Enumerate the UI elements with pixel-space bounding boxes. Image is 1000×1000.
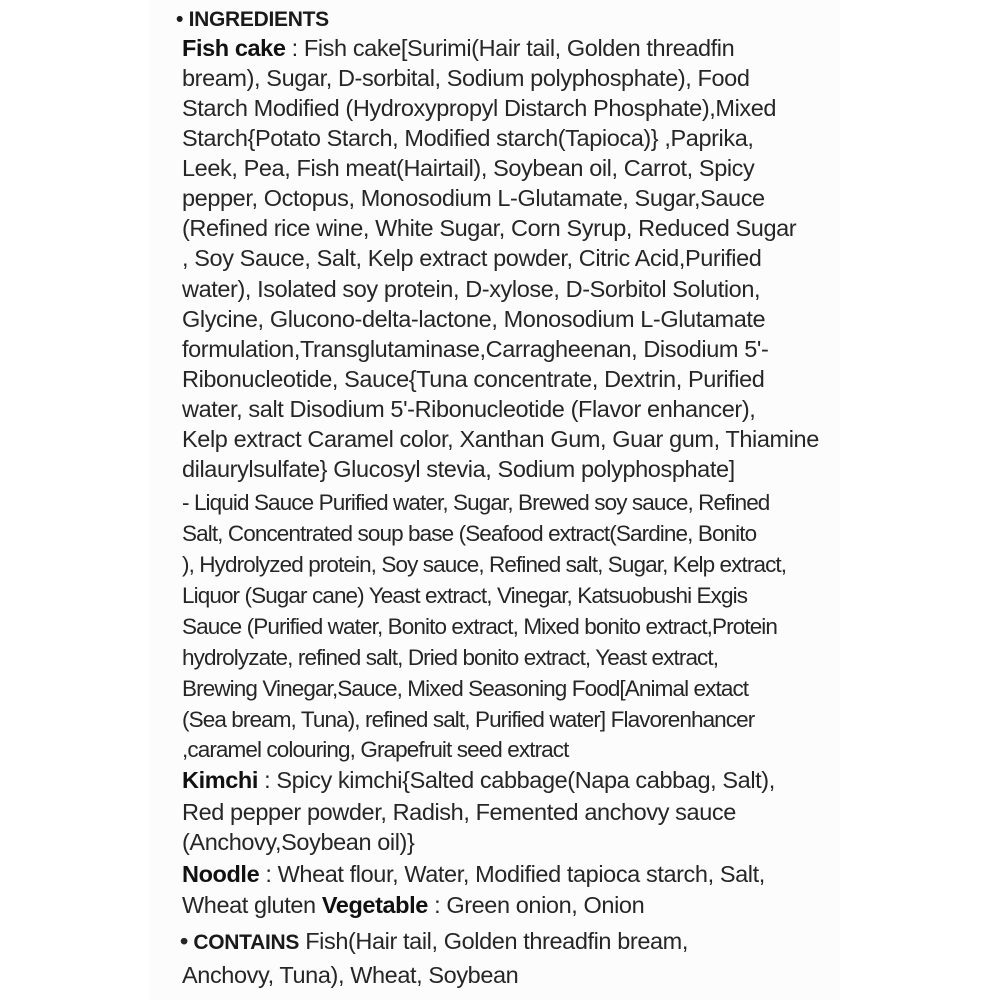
fish-cake-line-14: Kelp extract Caramel color, Xanthan Gum, Guar gum, Thiamine (182, 426, 819, 452)
contains-line-2: Anchovy, Tuna), Wheat, Soybean (182, 962, 519, 988)
fish-cake-line-6: pepper, Octopus, Monosodium L-Glutamate, Sugar,Sauce (182, 185, 765, 211)
fish-cake-line-15: dilaurylsulfate} Glucosyl stevia, Sodium polyphosphate] (182, 456, 735, 482)
liquid-sauce-line-3: ), Hydrolyzed protein, Soy sauce, Refined salt, Sugar, Kelp extract, (182, 552, 787, 577)
noodle-line-2 (182, 890, 644, 920)
contains-bullet: • (180, 928, 188, 954)
fish-cake-line-3: Starch Modified (Hydroxypropyl Distarch Phosphate),Mixed (182, 95, 777, 121)
fish-cake-line-12: Ribonucleotide, Sauce{Tuna concentrate, Dextrin, Purified (182, 366, 765, 392)
fish-cake-label: Fish cake (182, 35, 286, 61)
vegetable-label: Vegetable (321, 892, 428, 918)
kimchi-label: Kimchi (182, 767, 258, 793)
contains-label: CONTAINS (187, 931, 300, 954)
noodle-text: : Wheat flour, Water, Modified tapioca starch, Salt, (259, 861, 765, 887)
fish-cake-line-1 (182, 33, 734, 63)
contains-line-1 (180, 926, 688, 958)
kimchi-line-3: (Anchovy,Soybean oil)} (182, 829, 415, 855)
fish-cake-text: : Fish cake[Surimi(Hair tail, Golden threadfin (285, 35, 735, 61)
fish-cake-line-4: Starch{Potato Starch, Modified starch(Tapioca)} ,Paprika, (182, 125, 754, 151)
noodle-text-continued: Wheat gluten (182, 892, 322, 918)
fish-cake-line-11: formulation,Transglutaminase,Carragheenan, Disodium 5'- (182, 336, 769, 362)
liquid-sauce-line-9: ,caramel colouring, Grapefruit seed extract (182, 737, 569, 762)
fish-cake-line-8: , Soy Sauce, Salt, Kelp extract powder, Citric Acid,Purified (182, 245, 762, 271)
kimchi-text: : Spicy kimchi{Salted cabbage(Napa cabbag, Salt), (257, 767, 775, 793)
vegetable-text: : Green onion, Onion (427, 892, 645, 918)
fish-cake-line-5: Leek, Pea, Fish meat(Hairtail), Soybean oil, Carrot, Spicy (182, 155, 755, 181)
liquid-sauce-line-2: Salt, Concentrated soup base (Seafood extract(Sardine, Bonito (182, 521, 757, 546)
kimchi-line-1 (182, 765, 775, 795)
contains-text: Fish(Hair tail, Golden threadfin bream, (299, 928, 688, 954)
kimchi-line-2: Red pepper powder, Radish, Femented anchovy sauce (182, 799, 736, 825)
liquid-sauce-line-7: Brewing Vinegar,Sauce, Mixed Seasoning Food[Animal extact (182, 676, 749, 701)
ingredients-heading: • INGREDIENTS (176, 8, 329, 31)
liquid-sauce-line-5: Sauce (Purified water, Bonito extract, Mixed bonito extract,Protein (182, 614, 778, 639)
fish-cake-line-9: water), Isolated soy protein, D-xylose, D-Sorbitol Solution, (182, 276, 761, 302)
noodle-label: Noodle (182, 861, 260, 887)
liquid-sauce-line-8: (Sea bream, Tuna), refined salt, Purified water] Flavorenhancer (182, 707, 755, 732)
fish-cake-line-2: bream), Sugar, D-sorbital, Sodium polyphosphate), Food (182, 65, 750, 91)
fish-cake-line-7: (Refined rice wine, White Sugar, Corn Syrup, Reduced Sugar (182, 215, 797, 241)
fish-cake-line-10: Glycine, Glucono-delta-lactone, Monosodium L-Glutamate (182, 306, 766, 332)
liquid-sauce-line-6: hydrolyzate, refined salt, Dried bonito extract, Yeast extract, (182, 645, 719, 670)
noodle-line-1 (182, 859, 765, 889)
liquid-sauce-line-1: - Liquid Sauce Purified water, Sugar, Brewed soy sauce, Refined (182, 490, 770, 515)
fish-cake-line-13: water, salt Disodium 5'-Ribonucleotide (Flavor enhancer), (182, 396, 756, 422)
liquid-sauce-line-4: Liquor (Sugar cane) Yeast extract, Vinegar, Katsuobushi Exgis (182, 583, 748, 608)
